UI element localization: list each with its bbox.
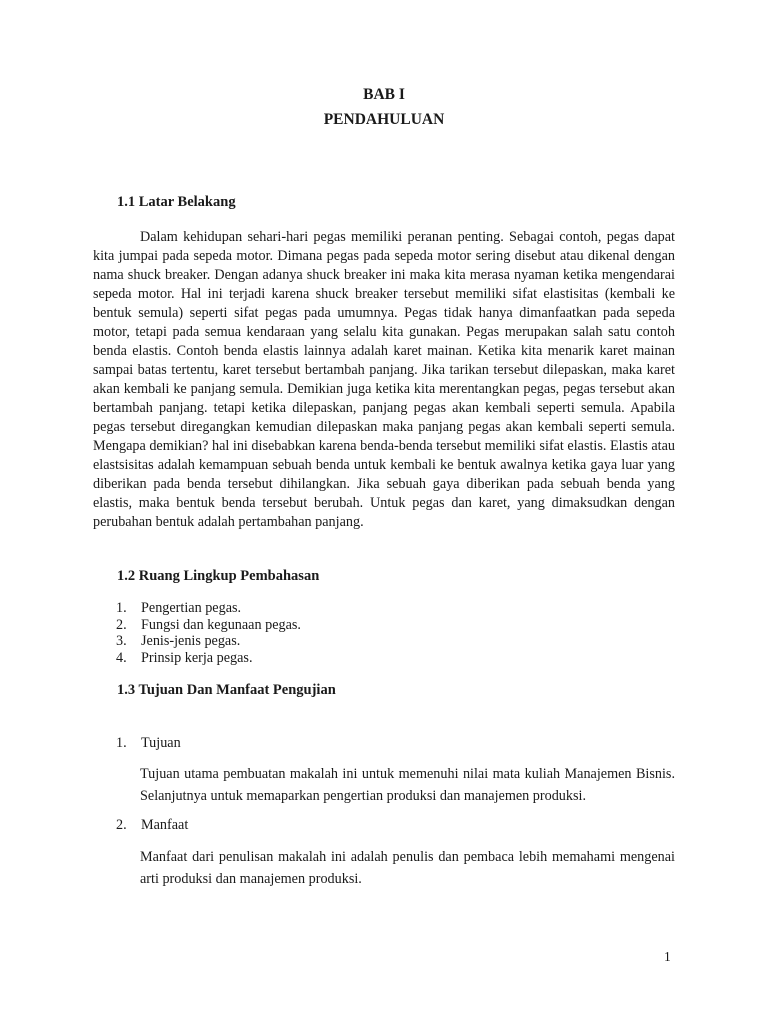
section-heading-latar-belakang: 1.1 Latar Belakang [117,194,236,210]
page-number: 1 [664,949,671,964]
list-number: 1. [116,600,127,616]
list-number: 3. [116,633,127,650]
objective-paragraph: Tujuan utama pembuatan makalah ini untuk memenuhi nilai mata kuliah Manajemen Bisnis. Selanjutnya untuk memaparkan pengertian produksi dan manajemen produksi. [140,766,675,804]
list-number: 1. [116,735,127,751]
benefit-paragraph: Manfaat dari penulisan makalah ini adalah penulis dan pembaca lebih memahami mengenai arti produksi dan manajemen produksi. [140,849,675,887]
section-heading-tujuan-manfaat: 1.3 Tujuan Dan Manfaat Pengujian [117,682,336,698]
chapter-title: PENDAHULUAN [323,111,445,128]
list-item [116,600,301,617]
list-text: Prinsip kerja pegas. [141,650,253,667]
list-number: 2. [116,616,127,633]
list-item [116,617,301,634]
list-item [116,650,301,667]
list-text: Pengertian pegas. [141,600,242,616]
list-number: 2. [116,817,127,833]
section-heading-ruang-lingkup: 1.2 Ruang Lingkup Pembahasan [117,568,320,584]
objective-item-label [116,735,181,752]
chapter-number: BAB I [363,86,405,103]
scope-list [116,600,301,667]
list-text: Tujuan [141,735,181,751]
benefit-item-label [116,817,188,834]
list-text: Fungsi dan kegunaan pegas. [141,616,301,633]
list-item [116,633,301,650]
list-text: Jenis-jenis pegas. [141,633,241,650]
list-text: Manfaat [141,817,189,833]
list-number: 4. [116,650,127,667]
paragraph-latar-belakang: Dalam kehidupan sehari-hari pegas memiliki peranan penting. Sebagai contoh, pegas dapat kita jumpai pada sepeda motor. Dimana pegas pada sepeda motor sering disebut atau dikenal dengan nama shuck breaker. Dengan adanya shuck breaker ini maka kita merasa nyaman ketika mengendarai sepeda motor. Hal ini terjadi karena shuck breaker tersebut memiliki sifat elastisitas (kembali ke bentuk semula) seperti sifat pegas pada umumnya. Pegas tidak hanya dimanfaatkan pada sepeda motor, tetapi pada semua kendaraan yang selalu kita gunakan. Pegas merupakan salah satu contoh benda elastis. Contoh benda elastis lainnya adalah karet mainan. Ketika kita menarik karet mainan sampai batas tertentu, karet tersebut bertambah panjang. Jika tarikan tersebut dilepaskan, maka karet akan kembali ke panjang semula. Demikian juga ketika kita merentangkan pegas, pegas tersebut akan bertambah panjang. tetapi ketika dilepaskan, panjang pegas akan kembali seperti semula. Apabila pegas tersebut diregangkan kemudian dilepaskan maka panjang pegas akan kembali seperti semula. Mengapa demikian? hal ini disebabkan karena benda-benda tersebut memiliki sifat elastis. Elastis atau elastsisitas adalah kemampuan sebuah benda untuk kembali ke bentuk awalnya ketika gaya luar yang diberikan pada benda tersebut dihilangkan. Jika sebuah gaya diberikan pada sebuah benda yang elastis, maka bentuk benda tersebut berubah. Untuk pegas dan karet, yang dimaksudkan dengan perubahan bentuk adalah pertambahan panjang. [93,229,675,530]
